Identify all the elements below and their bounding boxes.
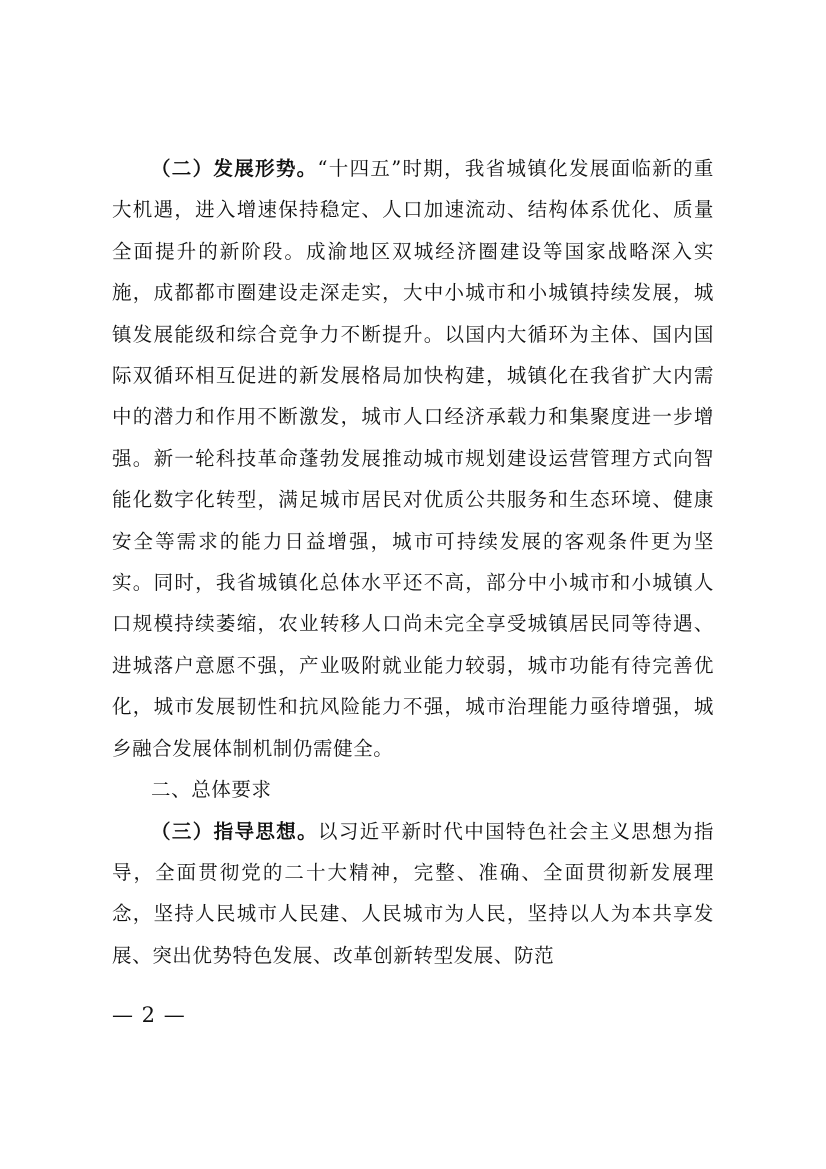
paragraph-development-situation <box>112 148 714 769</box>
paragraph-lead: （二）发展形势。 <box>151 157 318 180</box>
body-text <box>112 148 714 976</box>
paragraph-guiding-ideology <box>112 811 714 977</box>
paragraph-body: 以习近平新时代中国特色社会主义思想为指导，全面贯彻党的二十大精神，完整、准确、全面贯彻新发展理念，坚持人民城市人民建、人民城市为人民，坚持以人为本共享发展、突出优势特色发展、改革创新转型发展、防范 <box>112 819 714 967</box>
section-heading: 二、总体要求 <box>151 778 272 802</box>
page-number: — 2 — <box>112 1003 186 1027</box>
paragraph-body: “十四五”时期，我省城镇化发展面临新的重大机遇，进入增速保持稳定、人口加速流动、结构体系优化、质量全面提升的新阶段。成渝地区双城经济圈建设等国家战略深入实施，成都都市圈建设走深走实，大中小城市和小城镇持续发展，城镇发展能级和综合竞争力不断提升。以国内大循环为主体、国内国际双循环相互促进的新发展格局加快构建，城镇化在我省扩大内需中的潜力和作用不断激发，城市人口经济承载力和集聚度进一步增强。新一轮科技革命蓬勃发展推动城市规划建设运营管理方式向智能化数字化转型，满足城市居民对优质公共服务和生态环境、健康安全等需求的能力日益增强，城市可持续发展的客观条件更为坚实。同时，我省城镇化总体水平还不高，部分中小城市和小城镇人口规模持续萎缩，农业转移人口尚未完全享受城镇居民同等待遇、进城落户意愿不强，产业吸附就业能力较弱，城市功能有待完善优化，城市发展韧性和抗风险能力不强，城市治理能力亟待增强，城乡融合发展体制机制仍需健全。 <box>112 157 714 760</box>
paragraph-lead: （三）指导思想。 <box>151 819 319 843</box>
